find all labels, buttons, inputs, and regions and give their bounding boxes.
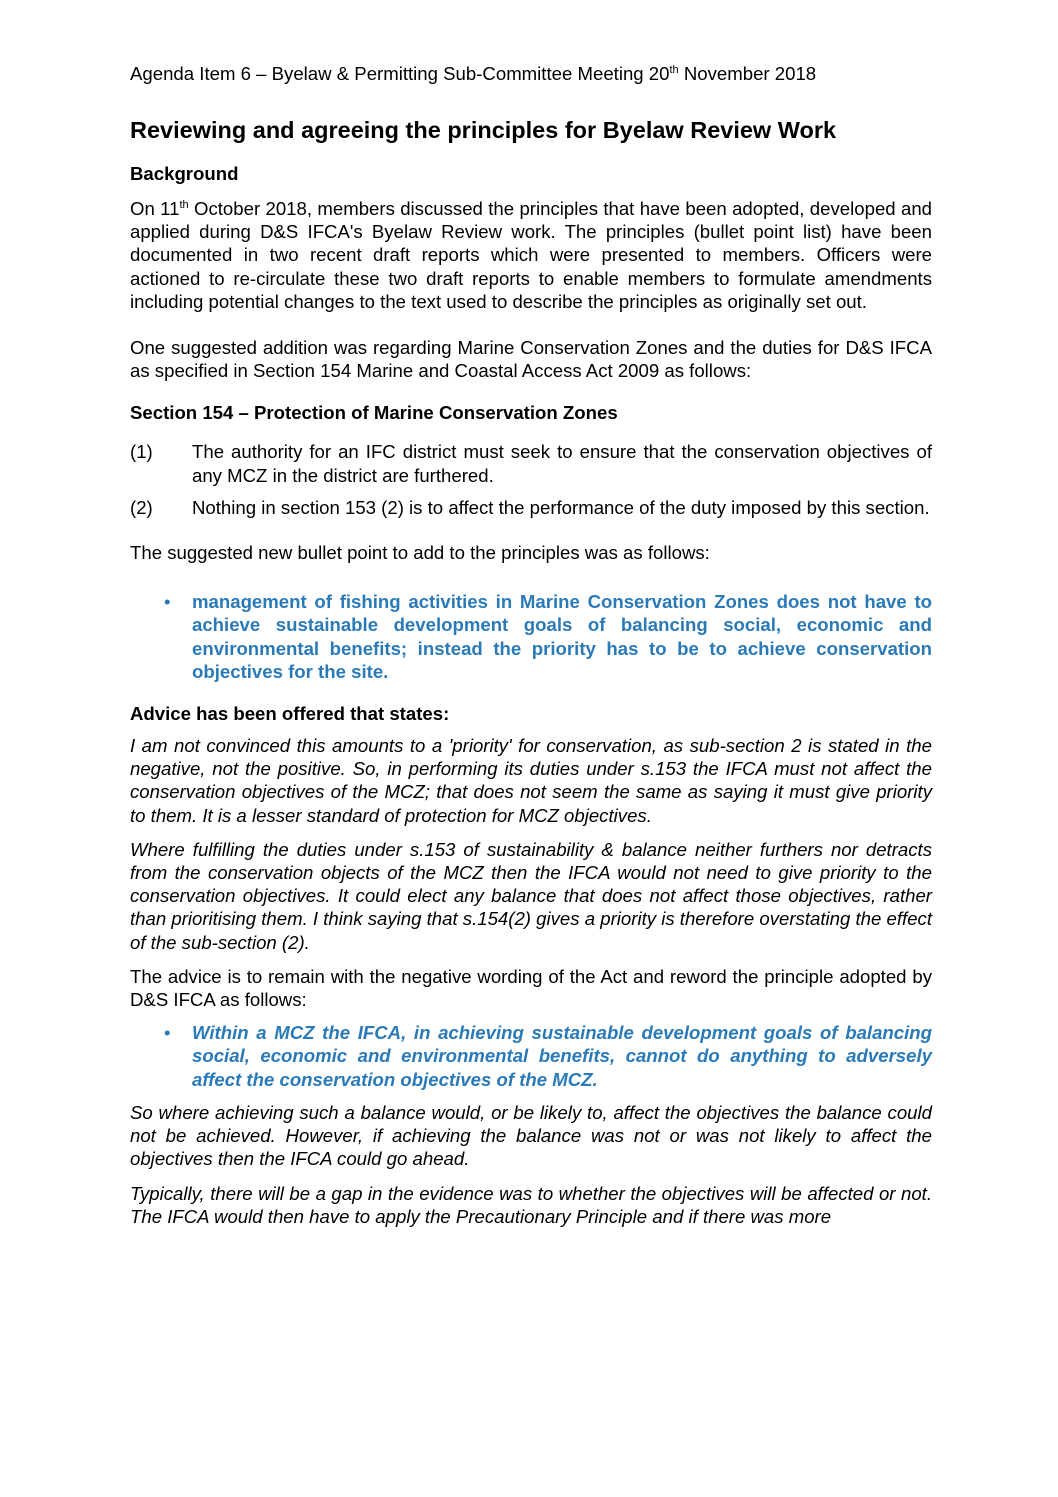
item-text: The authority for an IFC district must seek to ensure that the conservation objectives of any MCZ in the district are furthered. bbox=[192, 441, 932, 486]
explanation-paragraph-1: So where achieving such a balance would, or be likely to, affect the objectives the balance could not be achieved. However, if achieving the balance was not or was not likely to affect the objectives then the IFCA could go ahead. bbox=[130, 1101, 932, 1170]
list-item bbox=[130, 440, 932, 486]
item-number: (1) bbox=[130, 441, 153, 463]
reword-paragraph: The advice is to remain with the negative wording of the Act and reword the principle adopted by D&S IFCA as follows: bbox=[130, 965, 932, 1011]
suggestion-paragraph: One suggested addition was regarding Marine Conservation Zones and the duties for D&S IFCA as specified in Section 154 Marine and Coastal Access Act 2009 as follows: bbox=[130, 337, 932, 382]
header-text-end: November 2018 bbox=[678, 63, 817, 84]
background-paragraph bbox=[130, 197, 932, 313]
para1-start: On 11 bbox=[130, 198, 180, 219]
advice-paragraph-2: Where fulfilling the duties under s.153 of sustainability & balance neither furthers nor detracts from the conservation objects of the MCZ then the IFCA would not need to give priority to the conservation objectives. It could elect any balance that does not affect those objectives, rather than prioritising them. I think saying that s.154(2) gives a priority is therefore overstating the effect of the sub-section (2). bbox=[130, 838, 932, 953]
header-text: Agenda Item 6 – Byelaw & Permitting Sub-Committee Meeting 20 bbox=[130, 63, 670, 84]
para1-rest: October 2018, members discussed the principles that have been adopted, developed and applied during D&S IFCA's Byelaw Review work. The principles (bullet point list) have been documented in two recent draft reports which were presented to members. Officers were actioned to re-circulate these two draft reports to enable members to formulate amendments including potential changes to the text used to describe the principles as originally set out. bbox=[130, 198, 932, 312]
section154-heading: Section 154 – Protection of Marine Conservation Zones bbox=[130, 402, 618, 424]
suggested-bullet bbox=[130, 590, 932, 683]
explanation-paragraph-2: Typically, there will be a gap in the evidence was to whether the objectives will be affected or not. The IFCA would then have to apply the Precautionary Principle and if there was more bbox=[130, 1182, 932, 1227]
item-number: (2) bbox=[130, 496, 153, 518]
reworded-bullet bbox=[130, 1021, 932, 1091]
advice-heading: Advice has been offered that states: bbox=[130, 703, 450, 725]
agenda-header bbox=[130, 62, 932, 85]
header-superscript: th bbox=[669, 63, 679, 76]
suggested-bullet-text: management of fishing activities in Marine Conservation Zones does not have to achieve sustainable development goals of balancing social, economic and environmental benefits; instead the priority has to be to achieve conservation objectives for the site. bbox=[192, 591, 932, 682]
item-text: Nothing in section 153 (2) is to affect the performance of the duty imposed by this section. bbox=[192, 496, 930, 518]
bullet-icon: • bbox=[164, 591, 171, 613]
document-title: Reviewing and agreeing the principles for Byelaw Review Work bbox=[130, 117, 837, 143]
list-item bbox=[130, 496, 932, 519]
para1-superscript: th bbox=[179, 198, 189, 211]
section154-list bbox=[130, 440, 932, 519]
bullet-icon: • bbox=[164, 1022, 171, 1044]
background-heading: Background bbox=[130, 163, 239, 184]
reworded-bullet-text: Within a MCZ the IFCA, in achieving sustainable development goals of balancing social, economic and environmental benefits, cannot do anything to adversely affect the conservation objectives of the MCZ. bbox=[192, 1022, 932, 1090]
advice-paragraph-1: I am not convinced this amounts to a 'priority' for conservation, as sub-section 2 is stated in the negative, not the positive. So, in performing its duties under s.153 the IFCA must not affect the conservation objectives of the MCZ; that does not seem the same as saying it must give priority to them. It is a lesser standard of protection for MCZ objectives. bbox=[130, 735, 932, 826]
new-bullet-intro: The suggested new bullet point to add to the principles was as follows: bbox=[130, 542, 710, 564]
document-page bbox=[130, 62, 932, 1228]
